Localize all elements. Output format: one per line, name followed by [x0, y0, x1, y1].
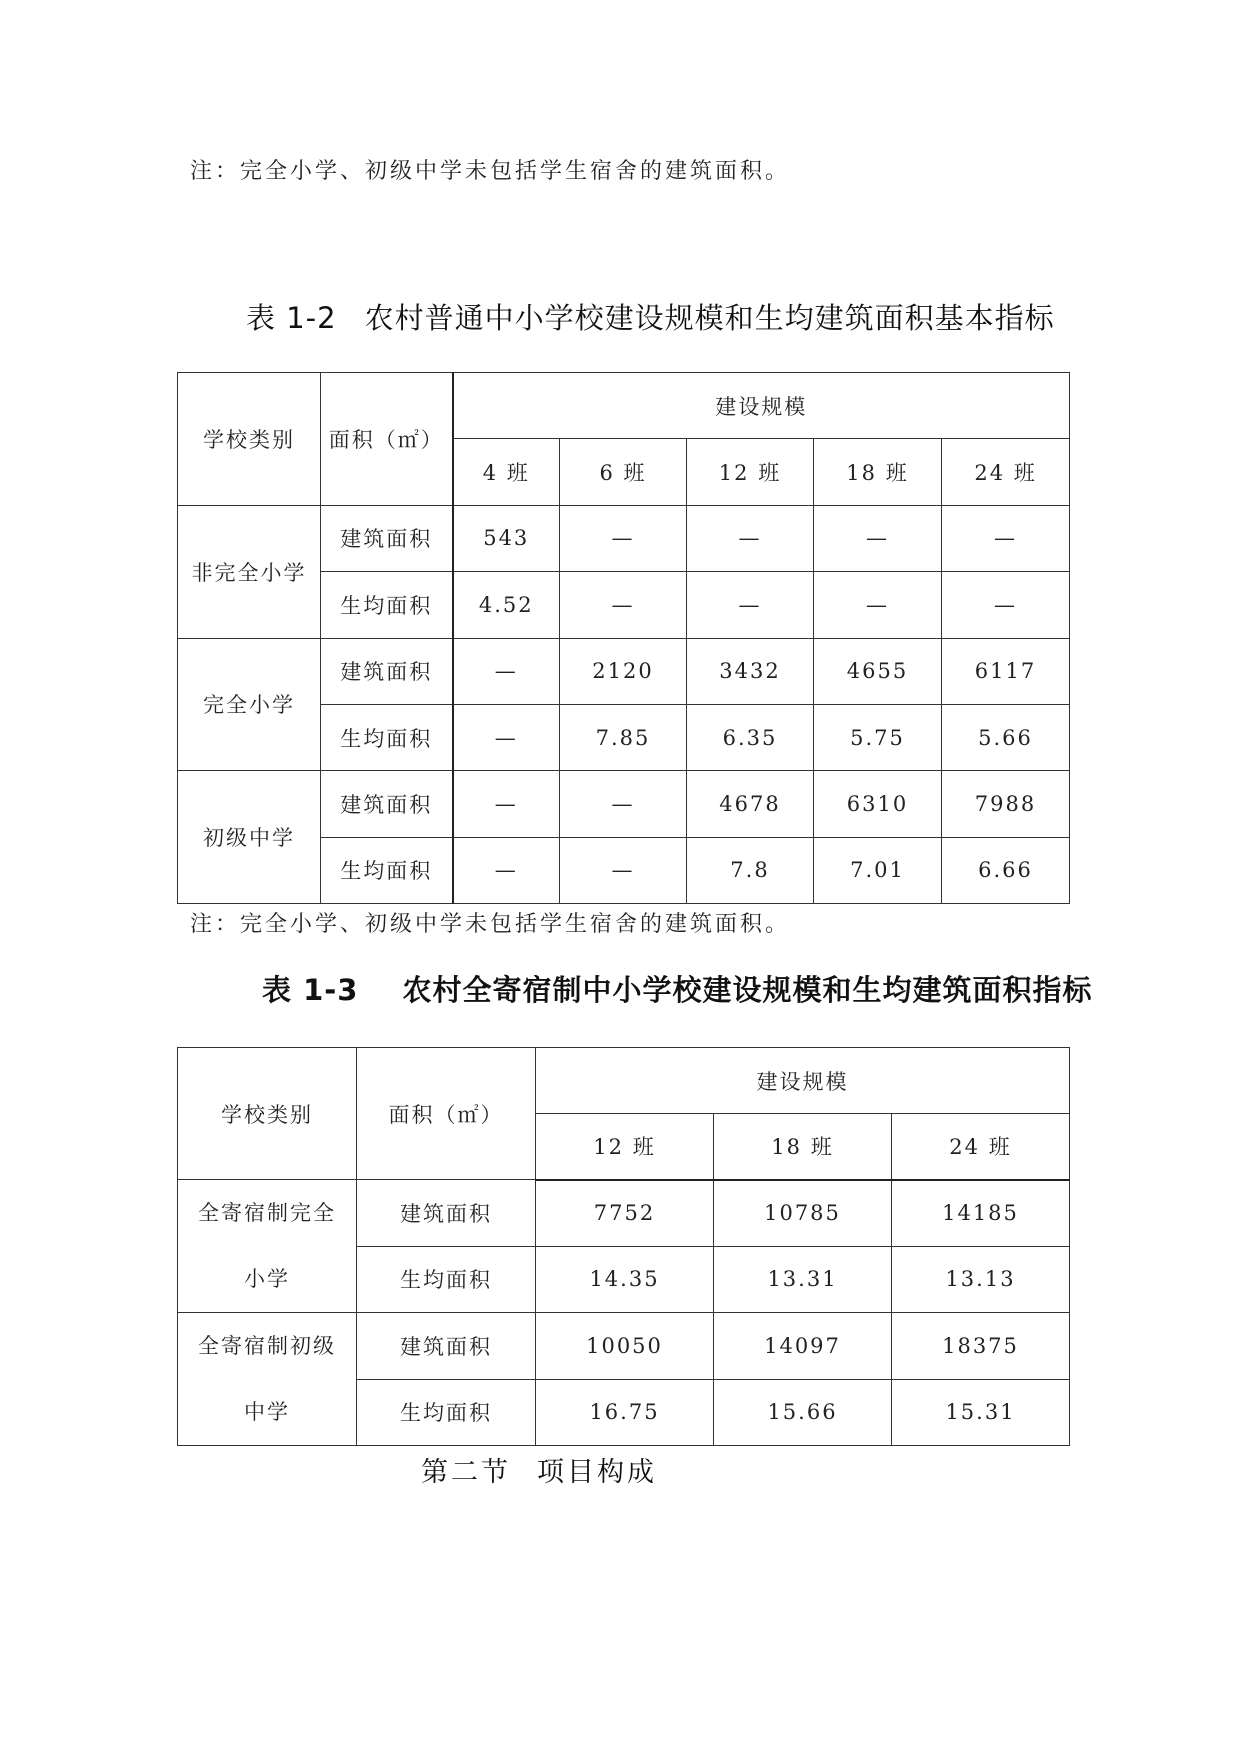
table-row — [178, 638, 1070, 704]
table-1-3-number: 表 1-3 — [262, 973, 359, 1007]
group-name-line: 全寄宿制完全 — [198, 1201, 336, 1225]
table-cell: 3432 — [687, 638, 814, 704]
table-cell: 6.66 — [942, 837, 1070, 903]
section-number: 第二节 — [421, 1457, 511, 1488]
metric-label: 生均面积 — [357, 1379, 536, 1446]
table-1-3-header-school-type: 学校类别 — [178, 1048, 357, 1180]
table-cell: 5.75 — [814, 704, 942, 770]
metric-label: 建筑面积 — [357, 1313, 536, 1380]
table-1-2-caption — [246, 296, 1055, 337]
table-1-3-header-class: 18 班 — [714, 1114, 892, 1180]
group-name-line: 小学 — [244, 1267, 290, 1291]
table-cell: 7.01 — [814, 837, 942, 903]
metric-label: 生均面积 — [321, 572, 453, 638]
table-1-2-header-class: 4 班 — [453, 439, 560, 505]
metric-label: 生均面积 — [321, 704, 453, 770]
table-cell: 6117 — [942, 638, 1070, 704]
metric-label: 生均面积 — [357, 1246, 536, 1313]
table-1-2-header-area: 面积（㎡） — [321, 373, 453, 506]
metric-label: 建筑面积 — [357, 1180, 536, 1247]
table-cell: 13.31 — [714, 1246, 892, 1313]
metric-label: 建筑面积 — [321, 505, 453, 571]
table-1-2-number: 表 1-2 — [246, 301, 337, 335]
table-1-3-header-row-1 — [178, 1048, 1070, 1114]
table-cell: — — [560, 572, 687, 638]
table-cell: — — [560, 771, 687, 837]
group-name — [178, 1180, 357, 1313]
table-cell: — — [453, 837, 560, 903]
table-1-3-header-class: 24 班 — [892, 1114, 1070, 1180]
metric-label: 建筑面积 — [321, 771, 453, 837]
table-cell: 4655 — [814, 638, 942, 704]
table-cell: 6.35 — [687, 704, 814, 770]
group-name: 完全小学 — [178, 638, 321, 771]
table-cell: — — [560, 837, 687, 903]
table-cell: — — [942, 572, 1070, 638]
table-cell: 6310 — [814, 771, 942, 837]
table-cell: 7.85 — [560, 704, 687, 770]
table-cell: 2120 — [560, 638, 687, 704]
table-cell: 7752 — [536, 1180, 714, 1247]
table-cell: — — [942, 505, 1070, 571]
table-1-3 — [177, 1047, 1070, 1446]
table-row — [178, 505, 1070, 571]
table-1-3-header-scale: 建设规模 — [536, 1048, 1070, 1114]
table-1-2 — [177, 372, 1070, 904]
table-1-3-caption — [262, 968, 1093, 1009]
table-cell: — — [687, 505, 814, 571]
metric-label: 建筑面积 — [321, 638, 453, 704]
table-cell: 7988 — [942, 771, 1070, 837]
table-cell: — — [560, 505, 687, 571]
table-cell: 13.13 — [892, 1246, 1070, 1313]
table-cell: 14.35 — [536, 1246, 714, 1313]
table-cell: 15.31 — [892, 1379, 1070, 1446]
metric-label: 生均面积 — [321, 837, 453, 903]
table-1-2-header-scale: 建设规模 — [453, 373, 1070, 439]
table-cell: 4.52 — [453, 572, 560, 638]
table-cell: — — [453, 638, 560, 704]
section-title: 项目构成 — [537, 1457, 657, 1488]
table-1-2-header-class: 6 班 — [560, 439, 687, 505]
table-cell: — — [687, 572, 814, 638]
table-row — [178, 1180, 1070, 1247]
table-cell: 10050 — [536, 1313, 714, 1380]
table-cell: 14097 — [714, 1313, 892, 1380]
note-top: 注：完全小学、初级中学未包括学生宿舍的建筑面积。 — [190, 159, 791, 184]
group-name — [178, 1313, 357, 1446]
group-name: 初级中学 — [178, 771, 321, 904]
table-cell: 18375 — [892, 1313, 1070, 1380]
table-cell: 543 — [453, 505, 560, 571]
table-1-2-title: 农村普通中小学校建设规模和生均建筑面积基本指标 — [364, 301, 1055, 335]
table-cell: 4678 — [687, 771, 814, 837]
table-cell: 7.8 — [687, 837, 814, 903]
table-1-3-header-class: 12 班 — [536, 1114, 714, 1180]
table-cell: 14185 — [892, 1180, 1070, 1247]
table-1-2-header-row-1 — [178, 373, 1070, 439]
table-cell: 5.66 — [942, 704, 1070, 770]
table-row — [178, 771, 1070, 837]
table-1-3-header-area: 面积（㎡） — [357, 1048, 536, 1180]
section-heading — [421, 1450, 657, 1489]
table-cell: — — [453, 771, 560, 837]
table-cell: — — [814, 572, 942, 638]
table-1-2-header-school-type: 学校类别 — [178, 373, 321, 506]
table-1-2-header-class: 12 班 — [687, 439, 814, 505]
table-1-2-header-class: 18 班 — [814, 439, 942, 505]
note-mid: 注：完全小学、初级中学未包括学生宿舍的建筑面积。 — [190, 912, 791, 937]
table-1-2-header-class: 24 班 — [942, 439, 1070, 505]
table-cell: — — [814, 505, 942, 571]
group-name-line: 全寄宿制初级 — [198, 1334, 336, 1358]
table-row — [178, 1313, 1070, 1380]
group-name-line: 中学 — [244, 1400, 290, 1424]
table-1-3-title: 农村全寄宿制中小学校建设规模和生均建筑面积指标 — [402, 973, 1093, 1007]
group-name: 非完全小学 — [178, 505, 321, 638]
table-cell: 15.66 — [714, 1379, 892, 1446]
table-cell: 10785 — [714, 1180, 892, 1247]
table-cell: 16.75 — [536, 1379, 714, 1446]
table-cell: — — [453, 704, 560, 770]
